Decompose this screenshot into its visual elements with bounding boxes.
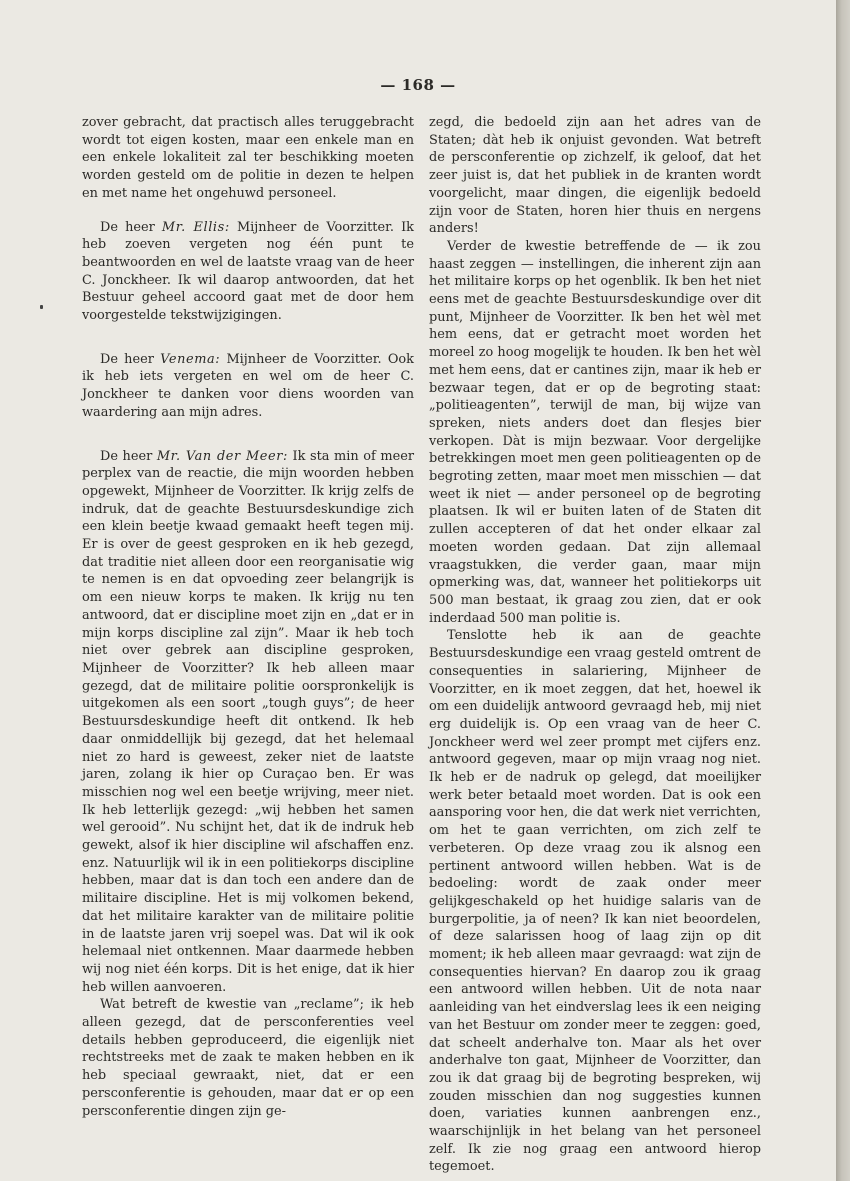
speech-lead: De heer (100, 351, 161, 367)
page-number: — 168 — (380, 76, 456, 94)
paragraph: zegd, die bedoeld zijn aan het adres van de Staten; dàt heb ik onjuist gevonden. Wat betreft de persconferentie op zichzelf, ik geloof, dat het zeer juist is, dat het publiek in de kranten wordt voorgelicht, maar dingen, die eigenlijk bedoeld zijn voor de Staten, horen hier thuis en nergens anders! (429, 115, 761, 237)
left-column (82, 114, 414, 1120)
speech-ellis (82, 219, 414, 325)
page-edge (836, 0, 850, 1181)
speech-text: Mijnheer de Voorzitter. Ik heb zoeven vergeten nog één punt te beantwoorden en wel de laatste vraag van de heer C. Jonckheer. Ik wil daarop antwoorden, dat het Bestuur geheel accoord gaat met de door hem voorgestelde tekstwijzigingen. (82, 219, 414, 324)
margin-mark (40, 305, 43, 309)
paragraph: zover gebracht, dat practisch alles teruggebracht wordt tot eigen kosten, maar een enkele man en een enkele lokaliteit zal ter beschikking moeten worden gesteld om de politie in dezen te helpen en met name het ongehuwd personeel. (82, 115, 414, 201)
speaker-name: Venema: (160, 351, 221, 367)
speech-lead: De heer (100, 448, 157, 464)
paragraph: Verder de kwestie betreffende de — ik zou haast zeggen — instellingen, die inherent zijn aan het militaire korps op het ogenblik. Ik ben het niet eens met de geachte Bestuursdeskundige over dit punt, Mijnheer de Voorzitter. Ik ben het wèl met hem eens, dat er getracht moet worden het moreel zo hoog mogelijk te houden. Ik ben het wèl met hem eens, dat er cantines zijn, maar ik heb er bezwaar tegen, dat er op de begroting staat: „politieagenten”, terwijl de man, bij wijze van spreken, niets anders doet dan flesjes bier verkopen. Dàt is mijn bezwaar. Voor dergelijke betrekkingen moet men geen politieagenten op de begroting zetten, maar moet men misschien — dat weet ik niet — ander personeel op de begroting plaatsen. Ik wil er buiten laten of de Staten dit zullen accepteren of dat het onder elkaar zal moeten worden gedaan. Dat zijn allemaal vraagstukken, die verder gaan, maar mijn opmerking was, dat, wanneer het politiekorps uit 500 man bestaat, ik graag zou zien, dat er ook inderdaad 500 man politie is. (429, 238, 761, 626)
paragraph: Wat betreft de kwestie van „reclame”; ik heb alleen gezegd, dat de persconferenties veel details hebben geproduceerd, die eigenlijk niet rechtstreeks met de zaak te maken hebben en ik heb speciaal gewraakt, niet, dat er een persconferentie is gehouden, maar dat er op een persconferentie dingen zijn ge- (82, 997, 414, 1119)
right-column (429, 114, 761, 1176)
speech-text: Ik sta min of meer perplex van de reactie, die mijn woorden hebben opgewekt, Mijnheer de Voorzitter. Ik krijg zelfs de indruk, dat de geachte Bestuursdeskundige zich een klein beetje kwaad gemaakt heeft tegen mij. Er is over de geest gesproken en ik heb gezegd, dat traditie niet alleen door een reorganisatie wig te nemen is en dat opvoeding zeer belangrijk is om een nieuw korps te maken. Ik krijg nu ten antwoord, dat er discipline moet zijn en „dat er in mijn korps discipline zal zijn”. Maar ik heb toch niet over gebrek aan discipline gesproken, Mijnheer de Voorzitter? Ik heb alleen maar gezegd, dat de militaire politie oorspronkelijk is uitgekomen als een soort „tough guys”; de heer Bestuursdeskundige heeft dit ontkend. Ik heb daar onmiddellijk bij gezegd, dat het helemaal niet zo hard is geweest, zeker niet de laatste jaren, zolang ik hier op Curaçao ben. Er was misschien nog wel een beetje wrijving, meer niet. Ik heb letterlijk gezegd: „wij hebben het samen wel gerooid”. Nu schijnt het, dat ik de indruk heb gewekt, alsof ik hier discipline wil afschaffen enz. enz. Natuurlijk wil ik in een politiekorps discipline hebben, maar dat is dan toch een andere dan de militaire discipline. Het is mij volkomen bekend, dat het militaire karakter van de militaire politie in de laatste jaren vrij soepel was. Dat wil ik ook helemaal niet ontkennen. Maar daarmede hebben wij nog niet één korps. Dit is het enige, dat ik hier heb willen aanvoeren. (82, 448, 414, 995)
speech-van-der-meer (82, 448, 414, 997)
paragraph: Tenslotte heb ik aan de geachte Bestuursdeskundige een vraag gesteld omtrent de consequenties in salariering, Mijnheer de Voorzitter, en ik moet zeggen, dat het, hoewel ik om een duidelijk antwoord gevraagd heb, mij niet erg duidelijk is. Op een vraag van de heer C. Jonckheer werd wel zeer prompt met cijfers enz. antwoord gegeven, maar op mijn vraag nog niet. Ik heb er de nadruk op gelegd, dat moeilijker werk beter betaald moet worden. Dat is ook een aansporing voor hen, die dat werk niet verrichten, om het te gaan verrichten, om zich zelf te verbeteren. Op deze vraag zou ik alsnog een pertinent antwoord willen hebben. Wat is de bedoeling: wordt de zaak onder meer gelijkgeschakeld op het huidige salaris van de burgerpolitie, ja of neen? Ik kan niet beoordelen, of deze salarissen hoog of laag zijn op dit moment; ik heb alleen maar gevraagd: wat zijn de consequenties hiervan? En daarop zou ik graag een antwoord willen hebben. Uit de nota naar aanleiding van het eindverslag lees ik een neiging van het Bestuur om zonder meer te zeggen: goed, dat scheelt anderhalve ton. Maar als het over anderhalve ton gaat, Mijnheer de Voorzitter, dan zou ik dat graag bij de begroting bespreken, wij zouden misschien dan nog suggesties kunnen doen, variaties kunnen aanbrengen enz., waarschijnlijk in het belang van het personeel zelf. Ik zie nog graag een antwoord hierop tegemoet. (429, 628, 761, 1175)
speech-lead: De heer (100, 219, 162, 235)
speech-text: Mijnheer de Voorzitter. Ook ik heb iets vergeten en wel om de heer C. Jonckheer te danken voor diens woorden van waardering aan mijn adres. (82, 351, 414, 420)
speaker-name: Mr. Van der Meer: (156, 448, 288, 464)
speech-venema (82, 351, 414, 422)
speaker-name: Mr. Ellis: (161, 219, 230, 235)
